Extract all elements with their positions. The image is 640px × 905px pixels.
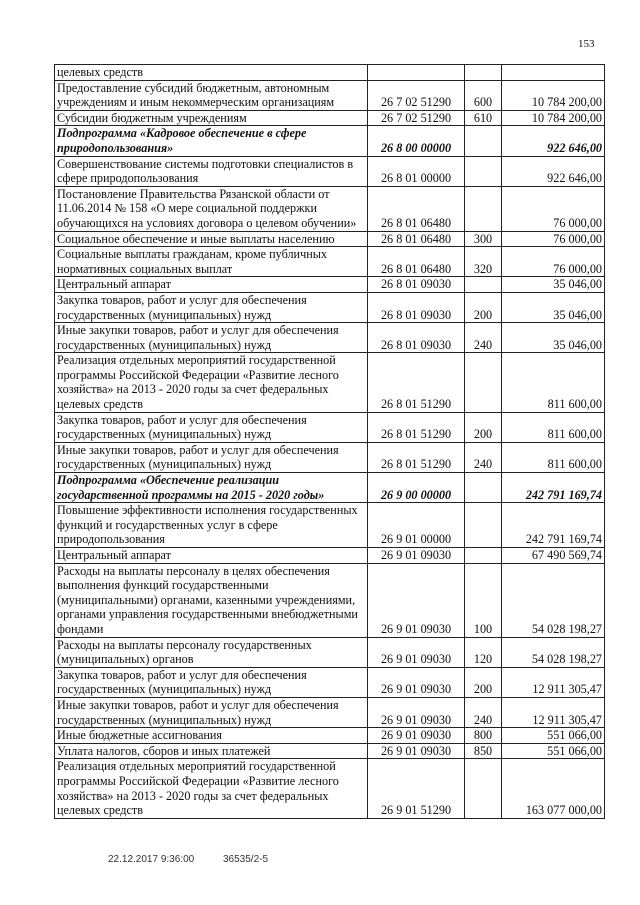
budget-table — [54, 64, 605, 819]
row-name-cell: Уплата налогов, сборов и иных платежей — [55, 743, 368, 759]
row-kvr-cell: 320 — [465, 247, 502, 277]
row-name-cell: Расходы на выплаты персоналу государственных (муниципальных) органов — [55, 637, 368, 667]
row-code-cell: 26 9 01 09030 — [368, 667, 465, 697]
row-sum-cell: 12 911 305,47 — [502, 667, 605, 697]
row-code-cell: 26 9 01 51290 — [368, 759, 465, 818]
row-sum-cell: 922 646,00 — [502, 156, 605, 186]
row-kvr-cell — [465, 473, 502, 503]
row-kvr-cell: 300 — [465, 231, 502, 247]
row-kvr-cell: 200 — [465, 412, 502, 442]
row-name-cell: Закупка товаров, работ и услуг для обеспечения государственных (муниципальных) нужд — [55, 667, 368, 697]
row-code-cell: 26 8 01 06480 — [368, 247, 465, 277]
row-code-cell: 26 8 01 51290 — [368, 353, 465, 412]
row-kvr-cell — [465, 65, 502, 81]
row-name-cell: Иные закупки товаров, работ и услуг для обеспечения государственных (муниципальных) нужд — [55, 442, 368, 472]
row-code-cell: 26 9 01 09030 — [368, 548, 465, 564]
row-sum-cell: 54 028 198,27 — [502, 637, 605, 667]
table-row — [55, 353, 605, 412]
table-row — [55, 65, 605, 81]
row-sum-cell: 811 600,00 — [502, 412, 605, 442]
row-sum-cell: 811 600,00 — [502, 442, 605, 472]
row-sum-cell: 242 791 169,74 — [502, 503, 605, 548]
row-name-cell: Реализация отдельных мероприятий государственной программы Российской Федерации «Развитие лесного хозяйства» на 2013 - 2020 годы за счет федеральных целевых средств — [55, 759, 368, 818]
row-name-cell: Подпрограмма «Обеспечение реализации государственной программы на 2015 - 2020 годы» — [55, 473, 368, 503]
row-kvr-cell: 800 — [465, 728, 502, 744]
row-name-cell: Иные закупки товаров, работ и услуг для обеспечения государственных (муниципальных) нужд — [55, 697, 368, 727]
row-sum-cell: 922 646,00 — [502, 126, 605, 156]
footer-datetime: 22.12.2017 9:36:00 — [108, 854, 195, 865]
row-code-cell: 26 7 02 51290 — [368, 110, 465, 126]
row-name-cell: Расходы на выплаты персоналу в целях обеспечения выполнения функций государственными (муниципальными) органами, казенными учреждениями, органами управления государственными внебюджетными фондами — [55, 563, 368, 637]
row-sum-cell: 242 791 169,74 — [502, 473, 605, 503]
row-kvr-cell: 120 — [465, 637, 502, 667]
row-sum-cell: 76 000,00 — [502, 247, 605, 277]
row-kvr-cell: 200 — [465, 292, 502, 322]
footer-doc-id: 36535/2-5 — [222, 854, 269, 865]
row-kvr-cell — [465, 126, 502, 156]
table-row — [55, 743, 605, 759]
row-code-cell: 26 8 01 09030 — [368, 277, 465, 293]
row-code-cell: 26 9 01 09030 — [368, 637, 465, 667]
budget-table-body — [55, 65, 605, 819]
row-kvr-cell — [465, 503, 502, 548]
row-kvr-cell: 600 — [465, 80, 502, 110]
row-name-cell: Закупка товаров, работ и услуг для обеспечения государственных (муниципальных) нужд — [55, 412, 368, 442]
row-code-cell: 26 8 01 51290 — [368, 442, 465, 472]
table-row — [55, 156, 605, 186]
row-sum-cell: 163 077 000,00 — [502, 759, 605, 818]
row-kvr-cell — [465, 186, 502, 231]
row-sum-cell: 35 046,00 — [502, 277, 605, 293]
row-code-cell: 26 8 01 00000 — [368, 156, 465, 186]
row-kvr-cell — [465, 353, 502, 412]
row-kvr-cell: 240 — [465, 697, 502, 727]
table-row — [55, 80, 605, 110]
row-sum-cell: 12 911 305,47 — [502, 697, 605, 727]
row-name-cell: Иные бюджетные ассигнования — [55, 728, 368, 744]
row-kvr-cell: 240 — [465, 442, 502, 472]
row-name-cell: Социальные выплаты гражданам, кроме публичных нормативных социальных выплат — [55, 247, 368, 277]
row-name-cell: Подпрограмма «Кадровое обеспечение в сфере природопользования» — [55, 126, 368, 156]
table-row — [55, 503, 605, 548]
row-kvr-cell — [465, 277, 502, 293]
footer — [108, 854, 294, 865]
table-row — [55, 728, 605, 744]
row-sum-cell: 76 000,00 — [502, 231, 605, 247]
row-code-cell: 26 8 01 09030 — [368, 323, 465, 353]
row-sum-cell — [502, 65, 605, 81]
table-row — [55, 292, 605, 322]
row-sum-cell: 54 028 198,27 — [502, 563, 605, 637]
table-row — [55, 323, 605, 353]
row-sum-cell: 67 490 569,74 — [502, 548, 605, 564]
row-sum-cell: 76 000,00 — [502, 186, 605, 231]
row-kvr-cell: 850 — [465, 743, 502, 759]
row-sum-cell: 811 600,00 — [502, 353, 605, 412]
row-sum-cell: 10 784 200,00 — [502, 80, 605, 110]
row-code-cell: 26 9 01 09030 — [368, 697, 465, 727]
row-code-cell: 26 7 02 51290 — [368, 80, 465, 110]
row-sum-cell: 551 066,00 — [502, 743, 605, 759]
table-row — [55, 186, 605, 231]
table-row — [55, 548, 605, 564]
table-row — [55, 563, 605, 637]
row-name-cell: Социальное обеспечение и иные выплаты населению — [55, 231, 368, 247]
row-kvr-cell: 200 — [465, 667, 502, 697]
row-name-cell: Реализация отдельных мероприятий государственной программы Российской Федерации «Развитие лесного хозяйства» на 2013 - 2020 годы за счет федеральных целевых средств — [55, 353, 368, 412]
row-name-cell: Иные закупки товаров, работ и услуг для обеспечения государственных (муниципальных) нужд — [55, 323, 368, 353]
table-row — [55, 667, 605, 697]
row-code-cell: 26 8 01 06480 — [368, 231, 465, 247]
table-row — [55, 473, 605, 503]
row-code-cell: 26 9 00 00000 — [368, 473, 465, 503]
row-sum-cell: 35 046,00 — [502, 323, 605, 353]
row-kvr-cell: 100 — [465, 563, 502, 637]
row-name-cell: Повышение эффективности исполнения государственных функций и государственных услуг в сфере природопользования — [55, 503, 368, 548]
row-sum-cell: 10 784 200,00 — [502, 110, 605, 126]
row-kvr-cell — [465, 156, 502, 186]
row-kvr-cell: 240 — [465, 323, 502, 353]
row-name-cell: Закупка товаров, работ и услуг для обеспечения государственных (муниципальных) нужд — [55, 292, 368, 322]
row-sum-cell: 551 066,00 — [502, 728, 605, 744]
row-code-cell: 26 9 01 09030 — [368, 743, 465, 759]
row-name-cell: целевых средств — [55, 65, 368, 81]
row-name-cell: Совершенствование системы подготовки специалистов в сфере природопользования — [55, 156, 368, 186]
row-name-cell: Постановление Правительства Рязанской области от 11.06.2014 № 158 «О мере социальной поддержки обучающихся на условиях договора о целевом обучении» — [55, 186, 368, 231]
row-code-cell: 26 8 00 00000 — [368, 126, 465, 156]
table-row — [55, 412, 605, 442]
table-row — [55, 247, 605, 277]
page-number: 153 — [578, 38, 595, 50]
table-row — [55, 277, 605, 293]
table-row — [55, 126, 605, 156]
row-code-cell: 26 8 01 51290 — [368, 412, 465, 442]
row-code-cell: 26 8 01 09030 — [368, 292, 465, 322]
table-row — [55, 637, 605, 667]
table-row — [55, 759, 605, 818]
row-code-cell: 26 9 01 09030 — [368, 728, 465, 744]
row-code-cell: 26 9 01 00000 — [368, 503, 465, 548]
row-kvr-cell — [465, 548, 502, 564]
row-kvr-cell — [465, 759, 502, 818]
table-row — [55, 442, 605, 472]
row-name-cell: Предоставление субсидий бюджетным, автономным учреждениям и иным некоммерческим организациям — [55, 80, 368, 110]
table-row — [55, 231, 605, 247]
row-code-cell — [368, 65, 465, 81]
table-row — [55, 697, 605, 727]
row-name-cell: Центральный аппарат — [55, 548, 368, 564]
row-name-cell: Центральный аппарат — [55, 277, 368, 293]
row-sum-cell: 35 046,00 — [502, 292, 605, 322]
row-kvr-cell: 610 — [465, 110, 502, 126]
row-name-cell: Субсидии бюджетным учреждениям — [55, 110, 368, 126]
row-code-cell: 26 8 01 06480 — [368, 186, 465, 231]
table-row — [55, 110, 605, 126]
row-code-cell: 26 9 01 09030 — [368, 563, 465, 637]
